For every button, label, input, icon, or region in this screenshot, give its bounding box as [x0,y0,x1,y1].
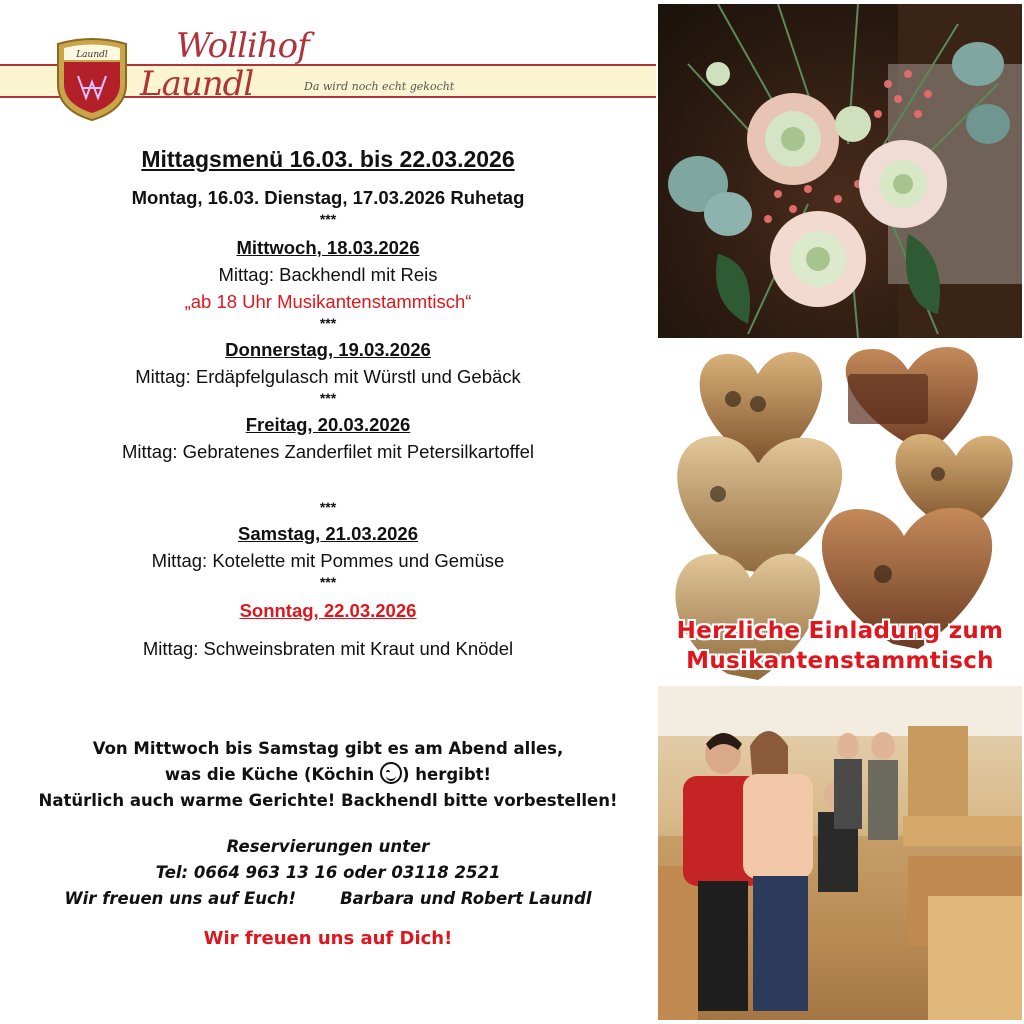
owners: Barbara und Robert Laundl [340,889,592,908]
closed-days: Montag, 16.03. Dienstag, 17.03.2026 Ruhetag [131,187,525,208]
heart-collage [658,344,1022,680]
closing-line: Wir freuen uns auf Dich! [203,928,453,949]
day-meal: Mittag: Kotelette mit Pommes und Gemüse [151,550,505,571]
greeting: Wir freuen uns auf Euch! [64,889,297,908]
day-event: „ab 18 Uhr Musikantenstammtisch“ [184,291,472,312]
brand-name [140,22,320,102]
day-meal: Mittag: Erdäpfelgulasch mit Würstl und Gebäck [135,366,521,387]
note-line-2 [0,762,656,788]
invitation-banner-line-1: Herzliche Einladung zum [676,618,1004,644]
invitation-banner-line-2: Musikantenstammtisch [686,648,994,674]
phone-numbers: Tel: 0664 963 13 16 oder 03118 2521 [155,863,501,882]
note-line-1: Von Mittwoch bis Samstag gibt es am Abend alles, [92,739,564,758]
winking-face-icon [380,762,402,784]
day-heading: Mittwoch, 18.03.2026 [236,237,420,258]
day-meal: Mittag: Backhendl mit Reis [218,264,438,285]
menu-title: Mittagsmenü 16.03. bis 22.03.2026 [141,146,515,172]
slogan: Da wird noch echt gekocht [304,80,455,93]
evening-note [0,736,656,814]
note-line-2-post: ) hergibt! [402,765,492,784]
reservation-label: Reservierungen unter [226,837,430,856]
separator: *** [319,211,337,227]
separator: *** [319,315,337,331]
note-line-3: Natürlich auch warme Gerichte! Backhendl bitte vorbestellen! [38,791,618,810]
day-heading-sunday: Sonntag, 22.03.2026 [239,600,417,621]
dancing-couple-photo [658,686,1022,1020]
day-heading: Samstag, 21.03.2026 [238,523,418,544]
separator: *** [319,574,337,590]
flower-bouquet-image [658,4,1022,338]
day-meal: Mittag: Gebratenes Zanderfilet mit Petersilkartoffel [122,441,534,462]
crest-text: Laundl [76,50,108,60]
header [0,0,656,130]
day-heading: Freitag, 20.03.2026 [245,414,411,435]
day-meal: Mittag: Schweinsbraten mit Kraut und Knödel [142,638,514,659]
separator: *** [319,390,337,406]
separator: *** [319,499,337,515]
day-heading: Donnerstag, 19.03.2026 [225,339,431,360]
brand-line-1: Wollihof [176,26,309,66]
crest-logo [54,36,130,122]
dancing-room-image [658,686,1022,1020]
note-line-2-pre: was die Küche (Köchin [164,765,381,784]
brand-line-2: Laundl [140,64,254,104]
flower-bouquet-photo [658,4,1022,338]
greeting-line [0,886,656,912]
reservation-info [0,834,656,912]
menu-section [0,140,656,660]
